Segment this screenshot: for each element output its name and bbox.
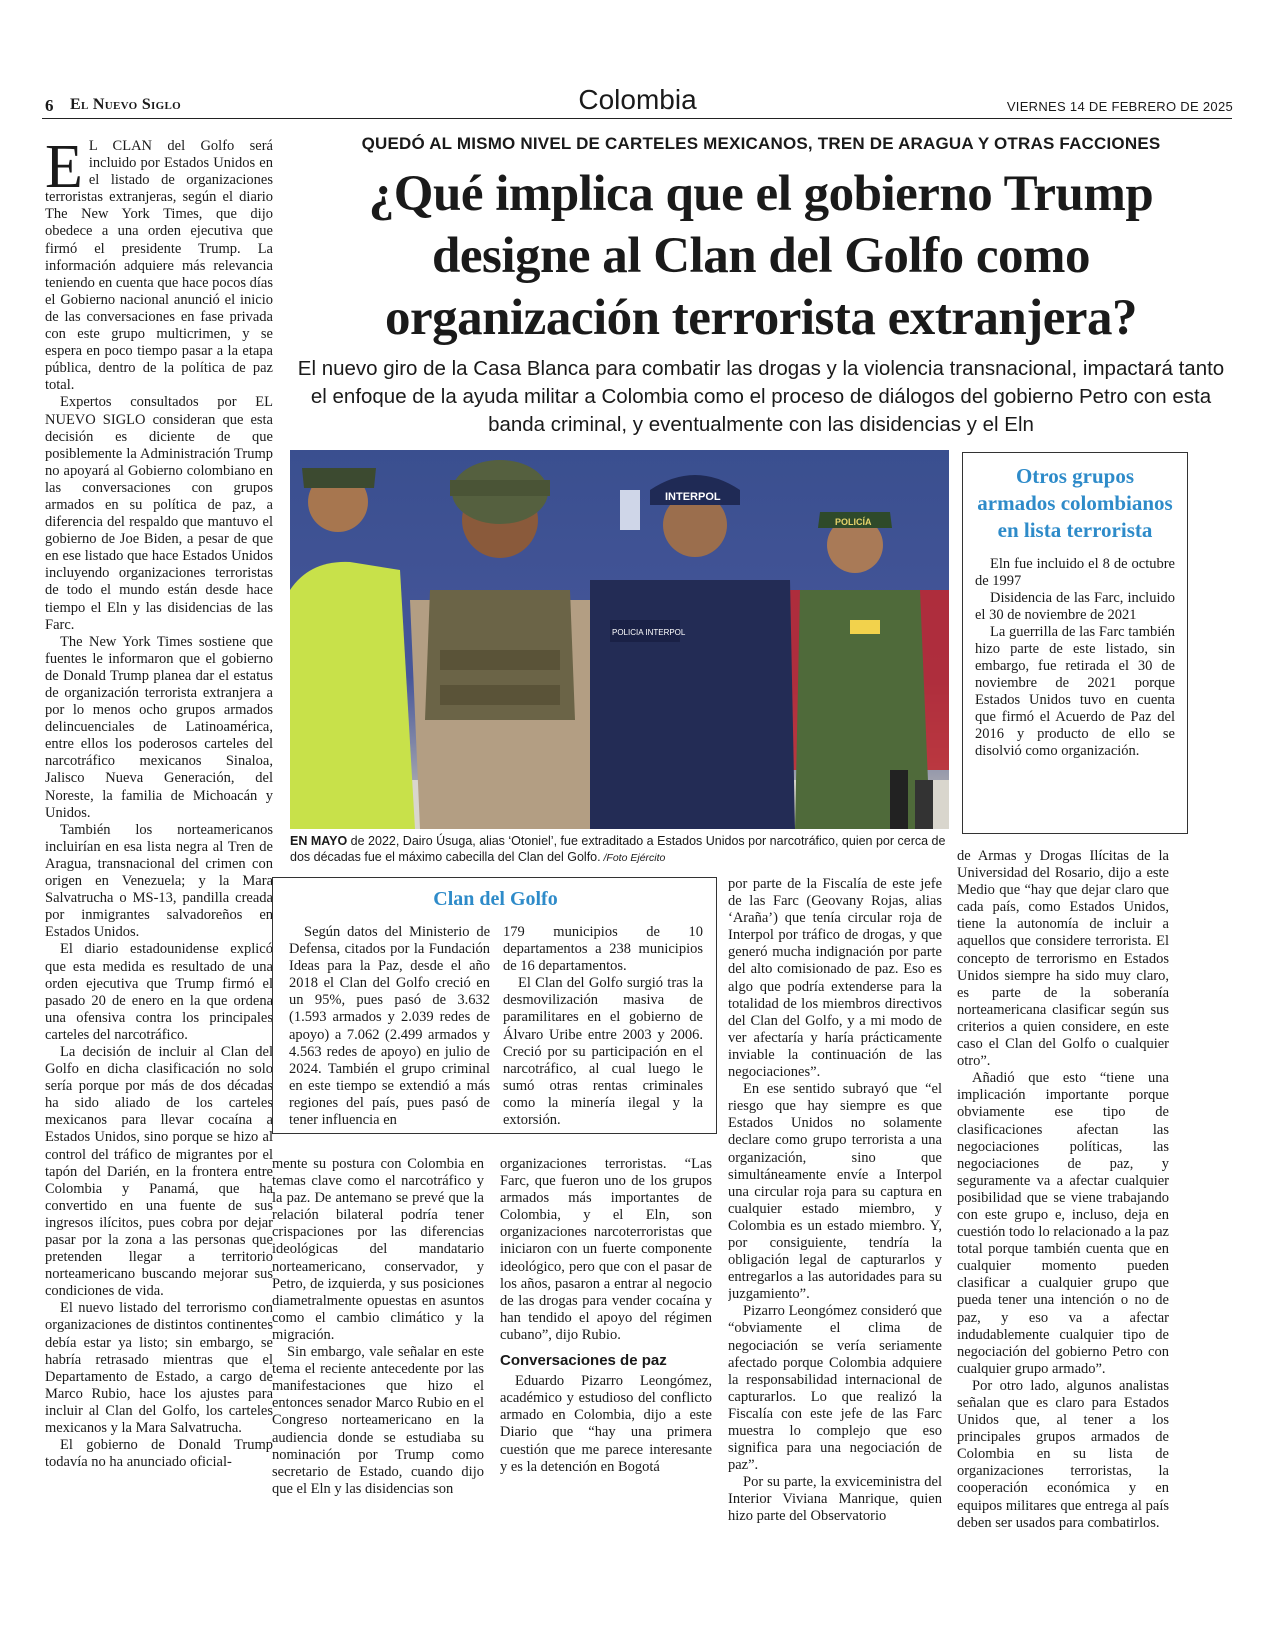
box-title: Clan del Golfo (433, 888, 558, 910)
article-column-3 (500, 1156, 712, 1636)
article-column-2 (272, 1156, 484, 1636)
paragraph: organizaciones terroristas. “Las Farc, que fueron uno de los grupos armados más importantes de Colombia, y el Eln, son organizaciones narcoterroristas que iniciaron con un fuerte componente ideológico, pero que con el pasar de los años, pasaron a entrar al negocio de las drogas para vender cocaína y han tendido el apoyo del régimen cubano”, dijo Rubio. (500, 1156, 712, 1343)
box-paragraph: El Clan del Golfo surgió tras la desmovilización masiva de paramilitares en el gobierno de Álvaro Uribe entre 2003 y 2006. Creció por su participación en el narcotráfico, al cual luego le sumó otras rentas criminales como la minería ilegal y la extorsión. (503, 975, 703, 1129)
interpol-cap-label: INTERPOL (665, 491, 721, 503)
box-column-2 (503, 924, 703, 1129)
policia-badge-label: POLICÍA (835, 517, 872, 527)
drop-cap: E (45, 138, 83, 201)
paragraph: El gobierno de Donald Trump todavía no ha anunciado oficial- (45, 1437, 273, 1471)
lead-paragraph (45, 138, 273, 394)
paragraph: La decisión de incluir al Clan del Golfo en dicha clasificación no solo sería porque por más de dos décadas ha sido aliado de los carteles mexicanos para llevar cocaína a Estados Unidos, sino porque se hizo al control del tráfico de migrantes por el tapón del Darién, en la frontera entre Colombia y Panamá, que ha convertido en una fuente de sus ingresos ilícitos, pues cobra por dejar pasar por la zona a las personas que pretenden llegar a territorio norteamericano buscando mejorar sus condiciones de vida. (45, 1043, 273, 1300)
clan-del-golfo-box (272, 877, 717, 1134)
paragraph: The New York Times sostiene que fuentes le informaron que el gobierno de Donald Trump planea dar el estatus de organización terrorista extranjera a por lo menos ocho grupos armados delincuenciales de Latinoamérica, entre ellos los poderosos carteles del narcotráfico mexicanos Sinaloa, Jalisco Nueva Generación, del Noreste, la familia de Michoacán y Unidos. (45, 633, 273, 821)
paragraph-text: L CLAN del Golfo será incluido por Estados Unidos en el listado de organizaciones terroristas extranjeras, según el diario The New York Times, que dijo obedece a una orden ejecutiva que firmó el presidente Trump. La información adquiere más relevancia teniendo en cuenta que hace pocos días el Gobierno nacional anunció el inicio de las conversaciones en fase privada con este grupo multicrimen, y se espera en poco tiempo pasar a la etapa pública, dentro de la política de paz total. (45, 138, 273, 394)
sidebar-box (962, 452, 1188, 834)
interpol-vest-label: POLICIA INTERPOL (612, 628, 686, 637)
issue-date: VIERNES 14 DE FEBRERO DE 2025 (1006, 99, 1233, 114)
box-paragraph: Según datos del Ministerio de Defensa, citados por la Fundación Ideas para la Paz, desde el año 2018 el Clan del Golfo creció en un 95%, pues pasó de 3.632 (1.593 armados y 2.039 redes de apoyo) a 7.062 (2.499 armados y 4.563 redes de apoyo) en julio de 2024. También el grupo criminal en este tiempo se extendió a más regiones del país, pues pasó de tener influencia en (289, 924, 490, 1129)
paragraph: También los norteamericanos incluirían en esa lista negra al Tren de Aragua, transnacional del crimen con origen en Venezuela; y la Mara Salvatrucha o MS-13, pandilla creada por inmigrantes salvadoreños en Estados Unidos. (45, 821, 273, 941)
paragraph: Pizarro Leongómez consideró que “obviamente el clima de negociación se vería seriamente afectado porque Colombia adquiere la responsabilidad internacional de capturarlos. Lo que realizó la Fiscalía con este jefe de las Farc muestra lo complejo que eso significa para una negociación de paz”. (728, 1303, 942, 1474)
article-kicker: QUEDÓ AL MISMO NIVEL DE CARTELES MEXICANOS, TREN DE ARAGUA Y OTRAS FACCIONES (361, 134, 1161, 153)
box-column-1 (289, 924, 490, 1129)
article-left-column (45, 138, 273, 1633)
section-title: Colombia (578, 84, 697, 115)
paragraph: de Armas y Drogas Ilícitas de la Universidad del Rosario, dijo a este Medio que “hay que dejar claro que cada país, como Estados Unidos, tiene la autonomía de incluir a aquellos que considere terrorista. El concepto de terrorismo en Estados Unidos siempre ha sido muy claro, es parte de la soberanía norteamericana clasificar según sus criterios a quien considere, en este caso el Clan del Golfo o cualquier otro”. (957, 848, 1169, 1070)
newspaper-logo: El Nuevo Siglo (70, 96, 181, 113)
paragraph: Por su parte, la exviceministra del Interior Viviana Manrique, quien hizo parte del Observatorio (728, 1474, 942, 1525)
paragraph: En ese sentido subrayó que “el riesgo que hay siempre es que Estados Unidos no solamente declare como grupo terrorista a una organización, sino que simultáneamente envíe a Interpol una circular roja para su captura en cualquier estado miembro, y Colombia es un estado miembro. Y, por consiguiente, tendría la obligación legal de capturarlos y entregarlos a las autoridades para su juzgamiento”. (728, 1081, 942, 1303)
paragraph: por parte de la Fiscalía de este jefe de las Farc (Geovany Rojas, alias ‘Araña’) que tenía circular roja de Interpol por tráfico de drogas, y que generó mucha indignación por parte del alto comisionado de paz. Eso es algo que podría extenderse para la totalidad de los miembros directivos del Clan del Golfo, y a mi modo de ver afectaría y haría prácticamente inviable la continuación de las negociaciones”. (728, 876, 942, 1081)
paragraph: mente su postura con Colombia en temas clave como el narcotráfico y la paz. De antemano se prevé que la relación bilateral podría tener crispaciones por las diferencias ideológicas del mandatario norteamericano, conservador, y Petro, de izquierda, y sus posiciones diametralmente opuestas en asuntos como el cambio climático y la migración. (272, 1156, 484, 1343)
caption-text: de 2022, Dairo Úsuga, alias ‘Otoniel’, fue extraditado a Estados Unidos por narcotráfico, quien por cerca de dos décadas fue el máximo cabecilla del Clan del Golfo. (290, 834, 946, 864)
article-dek: El nuevo giro de la Casa Blanca para combatir las drogas y la violencia transnacional, impactará tanto el enfoque de la ayuda militar a Colombia como el proceso de diálogos del gobierno Petro con esta banda criminal, y eventualmente con las disidencias y el Eln (297, 357, 1225, 436)
article-photo (290, 450, 949, 829)
subheading: Conversaciones de paz (500, 1352, 667, 1370)
paragraph: El nuevo listado del terrorismo con organizaciones de distintos continentes debía estar ya listo; sin embargo, se habría retrasado mientras que el Departamento de Estado, a cargo de Marco Rubio, hace los ajustes para incluir al Clan del Golfo, los carteles mexicanos y la Mara Salvatrucha. (45, 1300, 273, 1437)
box-paragraph: 179 municipios de 10 departamentos a 238 municipios de 16 departamentos. (503, 924, 703, 975)
sidebar-paragraph: Disidencia de las Farc, incluido el 30 de noviembre de 2021 (975, 590, 1175, 623)
paragraph: Expertos consultados por EL NUEVO SIGLO consideran que esta decisión es diciente de que posiblemente la Administración Trump no apoyará al Gobierno colombiano en las conversaciones con grupos armados en su política de paz, a diferencia del respaldo que mantuvo el gobierno de Joe Biden, a pesar de que en ese listado que hace Estados Unidos incluyendo organizaciones terroristas de todo el mundo están desde hace tiempo el Eln y las disidencias de las Farc. (45, 394, 273, 633)
paragraph: Añadió que esto “tiene una implicación importante porque obviamente ese tipo de clasificaciones afectan las negociaciones políticas, las negociaciones de paz, y seguramente va a afectar cualquier posibilidad que se viene trabajando con este grupo e, incluso, deja en cuestión todo lo relacionado a la paz total porque también cuenta que en cualquier momento pueden clasificar a cualquier grupo que pueda tener una intención o no de paz, y eso va a afectar indudablemente cualquier tipo de negociación del gobierno Petro con cualquier grupo armado”. (957, 1070, 1169, 1377)
article-column-4 (728, 876, 942, 1636)
paragraph: Por otro lado, algunos analistas señalan que es claro para Estados Unidos que, al tener a los principales grupos armados de Colombia en su lista de organizaciones terroristas, la cooperación económica y en equipos militares que entrega al país deben ser usados para combatirlos. (957, 1377, 1169, 1531)
caption-lead: EN MAYO (290, 834, 348, 848)
paragraph: Eduardo Pizarro Leongómez, académico y estudioso del conflicto armado en Colombia, dijo a este Diario que “hay una primera cuestión que me parece interesante y es la detención en Bogotá (500, 1373, 712, 1475)
sidebar-paragraph: Eln fue incluido el 8 de octubre de 1997 (975, 556, 1175, 589)
photo-illustration (290, 450, 949, 829)
sidebar-paragraph: La guerrilla de las Farc también hizo parte de este listado, sin embargo, fue retirada el 30 de noviembre de 2021 porque Estados Unidos tuvo en cuenta que firmó el Acuerdo de Paz del 2016 y producto de ello se disolvió como organización. (975, 624, 1175, 759)
paragraph: El diario estadounidense explicó que esta medida es resultado de una orden ejecutiva que Trump firmó el pasado 20 de enero en la que ordena una ofensiva contra los principales carteles del narcotráfico. (45, 941, 273, 1043)
sidebar-title: Otros grupos armados colombianos en lista terrorista (977, 464, 1173, 542)
article-headline: ¿Qué implica que el gobierno Trump designe al Clan del Golfo como organización terrorista extranjera? (368, 166, 1154, 346)
photo-credit: /Foto Ejército (600, 852, 666, 864)
sidebar-text (975, 556, 1175, 760)
photo-caption (290, 833, 949, 866)
paragraph: Sin embargo, vale señalar en este tema el reciente antecedente por las manifestaciones que hizo el entonces senador Marco Rubio en el Congreso norteamericano en la audiencia donde se estudiaba su nominación por Trump como secretario de Estado, cuando dijo que el Eln y las disidencias son (272, 1344, 484, 1497)
header-rule (42, 118, 1232, 119)
article-column-5 (957, 848, 1169, 1638)
page-number: 6 (45, 96, 54, 115)
